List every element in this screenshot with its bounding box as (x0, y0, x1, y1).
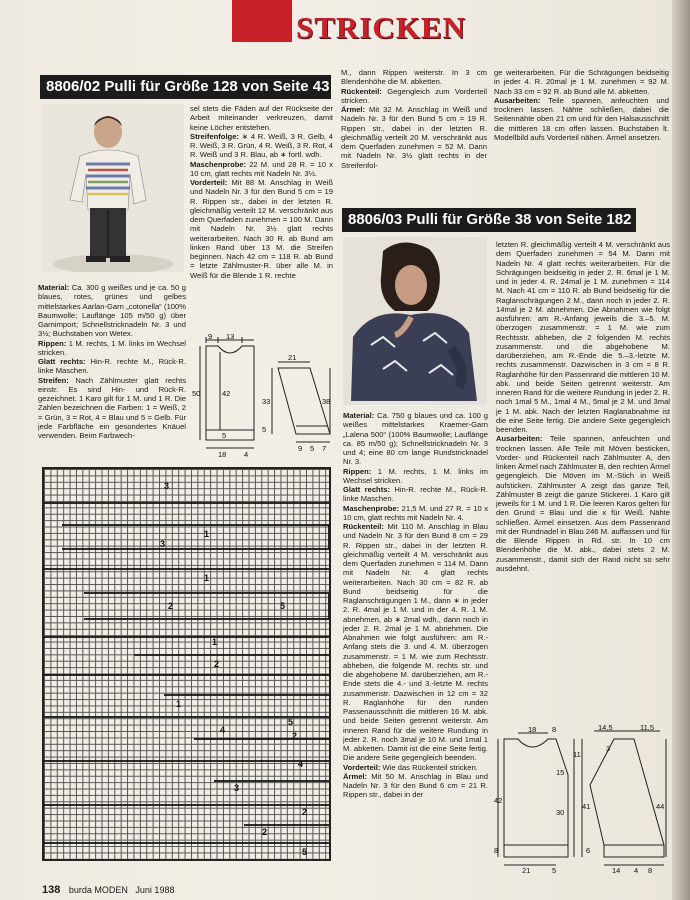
page-footer (42, 884, 174, 896)
pattern-2-title: 8806/03 Pulli für Größe 38 von Seite 182 (342, 208, 636, 232)
text-paragraph: Vorderteil: Mit 88 M. Anschlag in Weiß und Nadeln Nr. 3 für den Bund 5 cm = 19 R. Rippen str., dabei in der letzten R. gleichmäßig verteilt 12 M. verschränkt aus dem Querfaden zunehmen = 100 M. Dann mit Nadeln Nr. 3½ glatt rechts weiterarbeiten. Nach 30 R. ab Bund am linken Rand über 13 M. die Streifen beginnen. Nach 42 cm = 118 R. ab Bund = letzte Zählmuster-R. über alle M. in Weiß für die Blende 1 R. rechte (190, 178, 333, 280)
chart-color-number: 3 (160, 539, 166, 549)
woman-figure (343, 237, 487, 405)
dim-label: 9 (208, 332, 213, 341)
chart-color-number: 2 (302, 807, 308, 817)
text-paragraph: Rippen: 1 M. rechts, 1 M. links im Wechsel stricken. (343, 466, 488, 485)
chart-color-number: 2 (214, 659, 220, 669)
dim-label: 42 (494, 796, 503, 805)
text-paragraph: sel stets die Fäden auf der Rückseite der Arbeit miteinander verkreuzen, damit keine Löcher entstehen. (190, 104, 333, 132)
child-sweater-photo (42, 104, 184, 272)
pattern-1-column-3 (341, 68, 487, 178)
chart-color-number: 3 (234, 783, 240, 793)
text-paragraph: Vorderteil: Wie das Rückenteil stricken. (343, 762, 478, 772)
dim-label: 15 (556, 768, 565, 777)
text-paragraph: Material: Ca. 750 g blaues und ca. 100 g weißes mittelstarkes Kraemer-Garn „Lalena 500“ (100% Baumwolle; Lauflänge ca. 85 m/50 g); Schnellstricknadeln Nr. 3 und 4; eine 80 cm lange Rundstricknadel Nr. 3. (343, 411, 488, 467)
text-paragraph: Streifen: Nach Zählmuster glatt rechts einstr. Es sind Hin- und Rück-R. gezeichnet. 1 Karo gilt für 1 M. und 1 R. Die Zahlen bezeichnen die Farben: 1 = Weiß, 2 = Grün, 3 = Rot, 4 = Blau und 5 = Gelb. Für jede Farbfläche ein gesondertes Knäuel verwenden. Beim Farbwech- (38, 375, 186, 440)
text-paragraph: Streifenfolge: ∗ 4 R. Weiß, 3 R. Gelb, 4 R. Weiß, 3 R. Grün, 4 R. Weiß, 3 R. Rot, 4 R. Weiß und 3 R. Blau, ab ∗ fortl. wdh. (190, 131, 333, 160)
chart-color-number: 2 (168, 601, 174, 611)
dim-label: 14,5 (598, 725, 613, 732)
dim-label: 21 (288, 353, 297, 362)
pattern-1-title: 8806/02 Pulli für Größe 128 von Seite 43 (40, 75, 331, 99)
text-paragraph: Rückenteil: Gegengleich zum Vorderteil stricken. (341, 86, 487, 105)
text-paragraph: Glatt rechts: Hin-R. rechte M., Rück-R. linke Maschen. (38, 357, 186, 376)
dim-label: 13 (226, 332, 235, 341)
dim-label: 21 (522, 866, 531, 875)
chart-color-number: 1 (204, 529, 210, 539)
chart-color-number: 4 (220, 725, 226, 735)
dim-label: 11 (573, 750, 581, 759)
pattern-2-column-1 (343, 411, 488, 875)
chart-color-number: 4 (298, 759, 304, 769)
dim-label: 5 (222, 431, 227, 440)
magazine-name: burda MODEN (68, 885, 128, 895)
dim-label: 14 (612, 866, 621, 875)
pattern-1-column-4 (494, 68, 669, 178)
text-paragraph: Ausarbeiten: Teile spannen, anfeuchten und trocknen lassen. Nähte schließen, dabei die Seitennähte oben 21 cm und für den Halsausschnitt die mittleren 18 cm offen lassen. Buchstaben lt. Modellbild aufs Vorderteil nähen. Ärmel ansetzen. (494, 95, 669, 142)
dim-label: 11,5 (640, 725, 655, 732)
text-paragraph: Ausarbeiten: Teile spannen, anfeuchten und trocknen lassen. Alle Teile mit Möven besticken, Vorder- und Rückenteil nach Zählmuster A, den linken Ärmel nach Zählmuster B, den rechten Ärmel gegengleich. Die Möven im M.-Stich in Weiß aufsticken. Zählmuster A zeigt das ganze Teil, Zählmuster B zeigt die ganze Stickerei. 1 Karo gilt jeweils für 1 M. und 1 R. Die leeren Karos gelten für den Grund = Blau und die x für Weiß. Nähte schließen. Ärmel einsetzen. Aus dem Passenrand mit der Rundnadel in Blau 246 M. auffassen und für die Blende Rippen in Rd. str. In 10 cm Blendenhöhe die M. abk., dabei stets 2 M. zusammenstr., damit sich der Rand nicht so sehr ausdehnt. (496, 434, 670, 573)
dim-label: 3 (606, 744, 611, 753)
text-paragraph: letzten R. gleichmäßig verteilt 4 M. verschränkt aus dem Querfaden zunehmen = 54 M. Dann mit Nadeln Nr. 4 glatt rechts weiterarbeiten. Für die Schrägungen beidseitig in jeder 2. R. 6mal je 1 M. und in jeder 4. R. 24mal je 1 M. zunehmen = 114 M. Nach 41 cm = 110 R. ab Bund beidseitig für die Raglanschrägungen 2 M., dann noch in jeder 2. R. 14mal je 2 M. abnehmen. Die Abnahmen wie folgt ausführen: am R.-Anfang jeweils die 3.–5. M. überzogen zusammenstr. = 1 M. wie zum Rechtsstr. abheben, die 2 folgenden M. rechts zusammenstr. und die abgehobene M. darüberziehen, am R.-Ende die 5.–3.-letzte M. rechts zusammenstr. Dazwischen in 3 cm = 8 R. Raglanhöhe für den Passenrand die mittleren 10 M. abk. und beide Seiten getrennt weiterstr. Am inneren Rand für die weitere Rundung in jeder 2. R. noch 1mal 5 M., 1mal 4 M., 5mal je 2 M. und 3mal je 1 M. abk. Nach der letzten Raglanabnahme ist die eine Seite fertig. Die andere Seite gegengleich beenden. (496, 240, 670, 434)
dim-label: 7 (322, 444, 327, 453)
chart-color-number: 2 (262, 827, 268, 837)
text-paragraph: Glatt rechts: Hin-R. rechte M., Rück-R. linke Maschen. (343, 485, 488, 504)
pattern-2-column-2 (496, 240, 670, 700)
text-paragraph: Rippen: 1 M. rechts, 1 M. links im Wechsel stricken. (38, 338, 186, 357)
text-paragraph: Ärmel: Mit 32 M. Anschlag in Weiß und Nadeln Nr. 3 für den Bund 5 cm = 19 R. Rippen str., dabei in der letzten R. gleichmäßig verteilt 20 M. verschränkt aus dem Querfaden zunehmen = 52 M. Dann mit Nadeln Nr. 3½ glatt rechts in der Streifenfol- (341, 105, 487, 170)
chart-color-number: 1 (176, 699, 182, 709)
dim-label: 38 (322, 397, 331, 406)
child-figure (42, 104, 184, 272)
woman-sweater-photo (343, 237, 487, 405)
dim-label: 6 (586, 846, 591, 855)
chart-color-number: 1 (212, 637, 218, 647)
text-paragraph: Ärmel: Mit 50 M. Anschlag in Blau und Nadeln Nr. 3 für den Bund 6 cm = 21 R. Rippen str., dabei in der (343, 771, 488, 800)
pattern-1-column-1 (38, 283, 186, 463)
dim-label: 5 (262, 425, 267, 434)
pattern-2-schematic (494, 725, 670, 875)
page-number: 138 (42, 884, 61, 896)
dim-label: 18 (218, 450, 227, 459)
dim-label: 30 (556, 808, 565, 817)
chart-color-number: 5 (302, 847, 308, 857)
dim-label: 4 (244, 450, 249, 459)
dim-label: 8 (648, 866, 653, 875)
dim-label: 50 (192, 389, 201, 398)
chart-color-number: 3 (164, 481, 170, 491)
pattern-1-column-2 (190, 104, 333, 326)
issue-date: Juni 1988 (135, 885, 175, 895)
dim-label: 8 (552, 725, 557, 734)
chart-color-number: 1 (204, 573, 210, 583)
dim-label: 33 (262, 397, 271, 406)
dim-label: 5 (552, 866, 557, 875)
text-paragraph: Maschenprobe: 21,5 M. und 27 R. = 10 x 10 cm, glatt rechts mit Nadeln Nr. 4. (343, 503, 488, 522)
dim-label: 41 (582, 802, 591, 811)
page-spine-shadow (672, 0, 690, 900)
chart-color-number: 5 (280, 601, 286, 611)
text-paragraph: Rückenteil: Mit 110 M. Anschlag in Blau und Nadeln Nr. 3 für den Bund 8 cm = 29 R. Rippen str., dabei in der letzten R. gleichmäßig verteilt 4 M. verschränkt aus dem Querfaden zunehmen = 114 M. Dann mit Nadeln Nr. 4 glatt rechts weiterarbeiten. Nach 30 cm = 82 R. ab Bund beidseitig für die Raglanschrägungen 1 M., dann ∗ in jeder 2. R. 4mal je 1 M. und in der 4. R. 1 M. abnehmen, ab ∗ 2mal wdh., dann noch in jeder 2. R. 2mal je 1 M. abnehmen. Die Abnahmen wie folgt ausführen: am R.-Anfang stets die 3. und 4. M. überzogen zusammenstr. = 1 M. wie zum Rechtsstr. abheben, die folgende M. rechts str. und die abgehobene M. darüberziehen, am R.-Ende stets die 4.- und 3.-letzte M. rechts zusammenstr. Dazwischen in 12 cm = 32 R. Raglanhöhe für den runden Passenausschnitt die mittleren 16 M. abk. und beide Seiten getrennt weiterstr. Am inneren Rand für die weitere Rundung in jeder 2. R. noch 3mal je 10 M. und 1mal 1 M. abketten. Damit ist die eine Seite fertig. Die andere Seite gegengleich beenden. (343, 522, 488, 763)
text-paragraph: M., dann Rippen weiterstr. In 3 cm Blendenhöhe die M. abketten. (341, 68, 487, 87)
dim-label: 5 (310, 444, 315, 453)
section-title: STRICKEN (296, 10, 466, 45)
section-red-block (232, 0, 292, 42)
text-paragraph: Material: Ca. 300 g weißes und je ca. 50 g blaues, rotes, grünes und gelbes mittelstarkes Aarlan-Garn „cotonella“ (100% Baumwolle; Lauflänge 105 m/50 g) über Garnimport; Schnellstricknadeln Nr. 3 und 3½; Buchstaben von Wetex. (38, 283, 186, 339)
dim-label: 4 (634, 866, 639, 875)
text-paragraph: ge weiterarbeiten. Für die Schrägungen beidseitig in jeder 4. R. 20mal je 1 M. zunehmen = 92 M. Nach 33 cm = 92 R. ab Bund alle M. abketten. (494, 68, 669, 96)
chart-color-number: 5 (288, 717, 294, 727)
stripe-counting-chart (42, 467, 331, 861)
chart-color-number: 2 (292, 731, 298, 741)
pattern-1-schematic (192, 332, 334, 460)
text-paragraph: Maschenprobe: 22 M. und 28 R. = 10 x 10 cm, glatt rechts mit Nadeln Nr. 3½. (190, 159, 333, 178)
dim-label: 8 (494, 846, 499, 855)
dim-label: 42 (222, 389, 231, 398)
dim-label: 9 (298, 444, 303, 453)
dim-label: 18 (528, 725, 537, 734)
dim-label: 44 (656, 802, 665, 811)
